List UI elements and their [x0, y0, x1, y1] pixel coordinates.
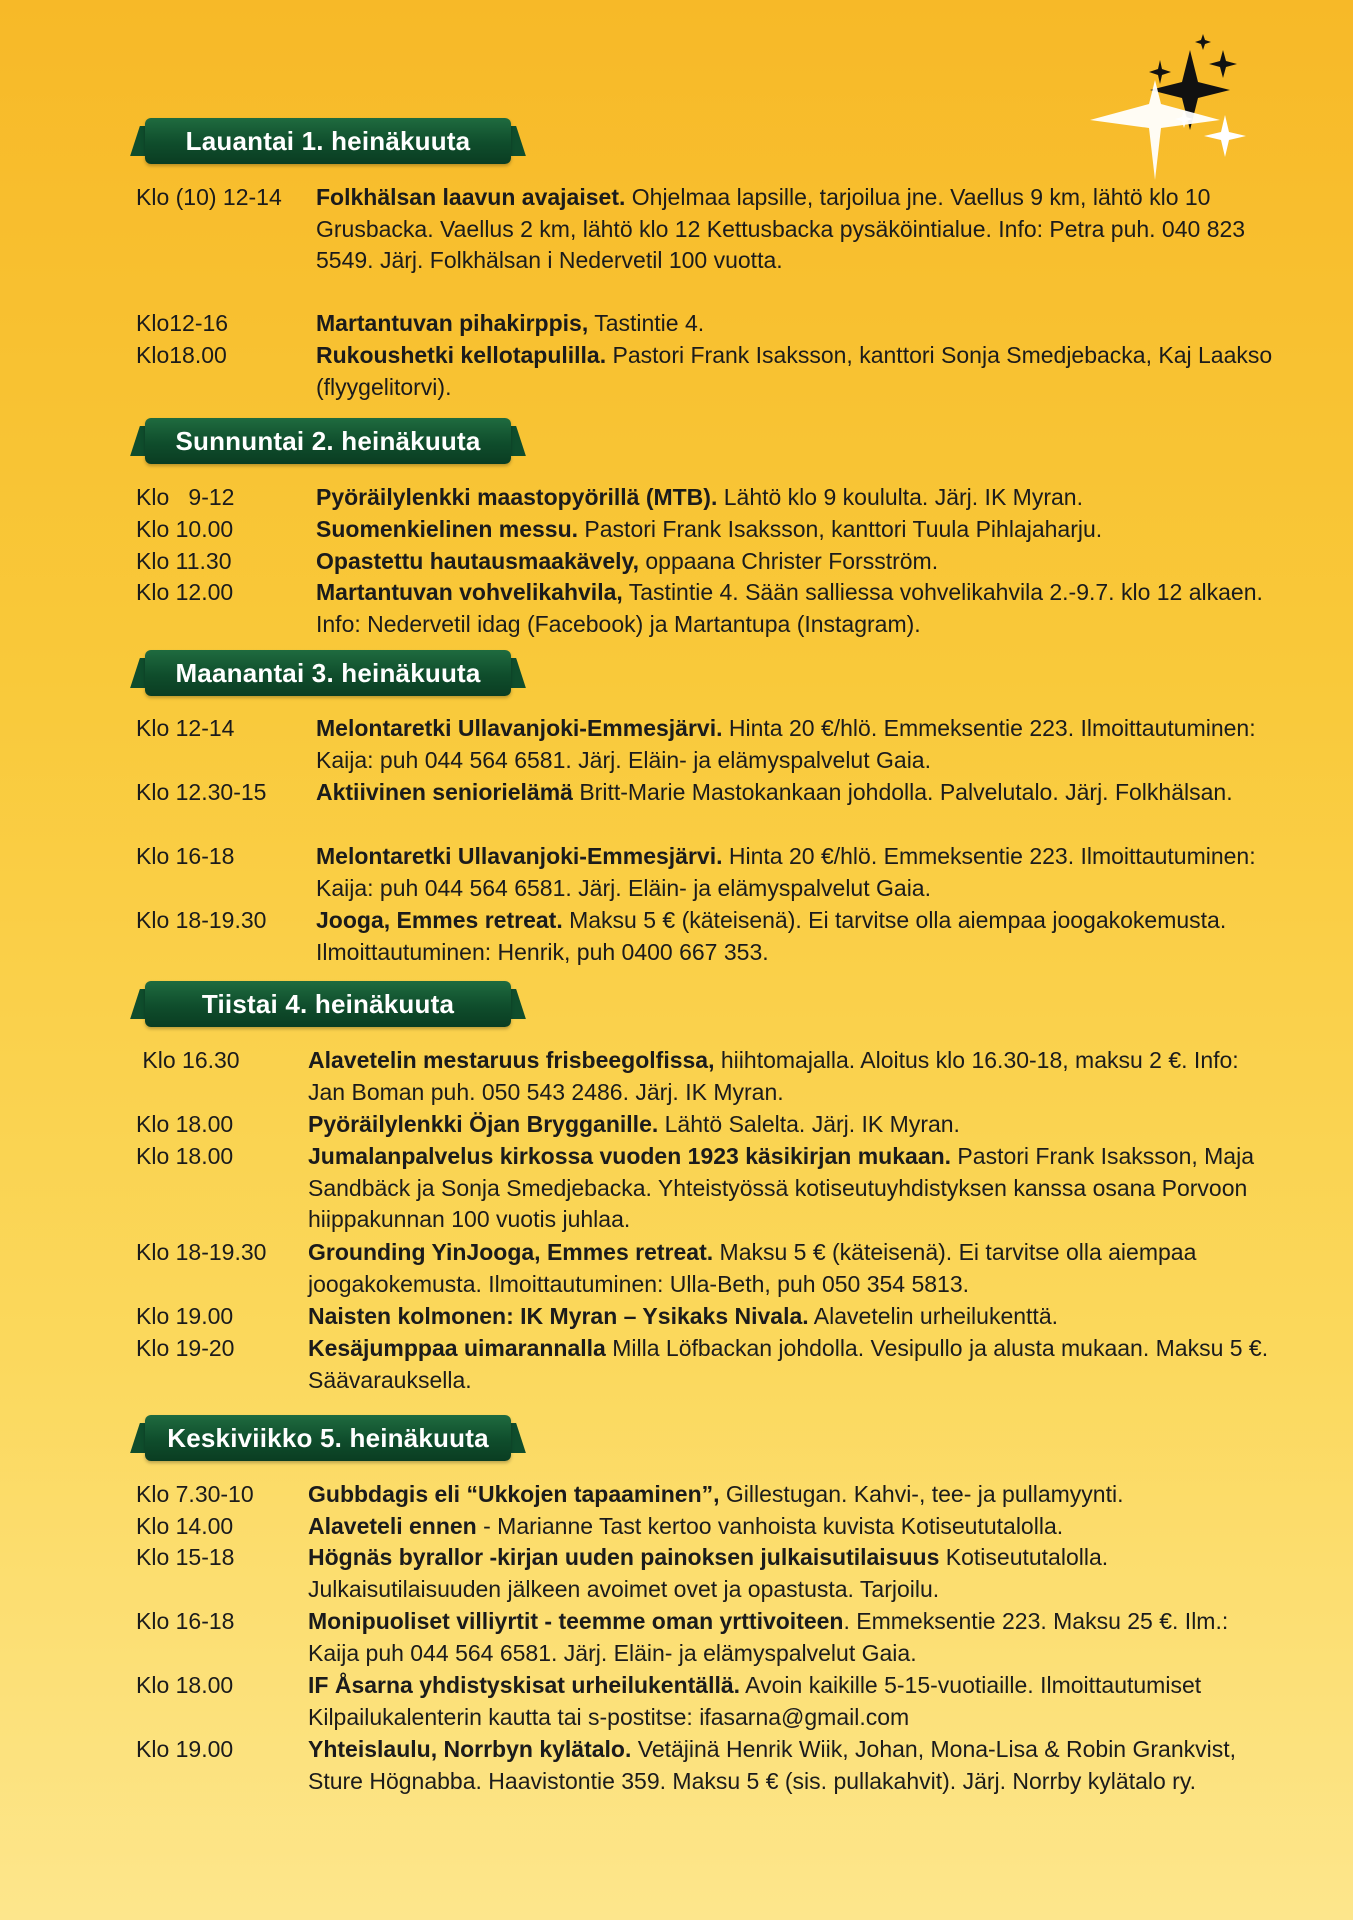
event-details: Pastori Frank Isaksson, kanttori Tuula Pihlajaharju. [578, 516, 1103, 542]
event-details: Kotiseututalolla. Julkaisutilaisuuden jälkeen avoimet ovet ja opastusta. Tarjoilu. [308, 1544, 1109, 1602]
event-description [308, 1141, 1276, 1236]
event-description [308, 1542, 1276, 1605]
event-description [316, 577, 1276, 640]
day-heading [133, 418, 523, 464]
event-details: Tastintie 4. [588, 310, 705, 336]
event-time: Klo 9-12 [136, 484, 235, 510]
event-details: Ohjelmaa lapsille, tarjoilua jne. Vaellus 9 km, lähtö klo 10 Grusbacka. Vaellus 2 km, lähtö klo 12 Kettusbacka pysäköintialue. Info: Petra puh. 040 823 5549. Järj. Folkhälsan i Nedervetil 100 vuotta. [316, 184, 1246, 273]
event-time: Klo 16.30 [136, 1047, 240, 1073]
event-title: Monipuoliset villiyrtit - teemme oman yrttivoiteen [308, 1608, 844, 1634]
event-title: Högnäs byrallor -kirjan uuden painoksen julkaisutilaisuus [308, 1544, 940, 1570]
event-time: Klo 10.00 [136, 516, 234, 542]
event-details: Pastori Frank Isaksson, Maja Sandbäck ja Sonja Smedjebacka. Yhteistyössä kotiseutuyhdistyksen kanssa osana Porvoon hiippakunnan 100 vuotis juhlaa. [308, 1143, 1254, 1232]
event-title: Gubbdagis eli “Ukkojen tapaaminen”, [308, 1481, 720, 1507]
event-description [316, 777, 1276, 809]
event-time: Klo 19.00 [136, 1736, 234, 1762]
event-time: Klo 11.30 [136, 548, 232, 574]
event-title: Suomenkielinen messu. [316, 516, 579, 542]
event-title: Melontaretki Ullavanjoki-Emmesjärvi. [316, 843, 723, 869]
event-description [308, 1333, 1276, 1396]
event-title: Pyöräilylenkki Öjan Brygganille. [308, 1111, 659, 1137]
event-title: Rukoushetki kellotapulilla. [316, 342, 607, 368]
event-title: Jooga, Emmes retreat. [316, 907, 563, 933]
event-details: Maksu 5 € (käteisenä). Ei tarvitse olla aiempaa joogakokemusta. Ilmoittautuminen: Ulla-Beth, puh 050 354 5813. [308, 1239, 1197, 1297]
event-title: Aktiivinen seniorielämä [316, 779, 573, 805]
event-details: Alavetelin urheilukenttä. [808, 1303, 1058, 1329]
event-title: Martantuvan pihakirppis, [316, 310, 589, 336]
event-time: Klo12-16 [136, 310, 229, 336]
event-details: oppaana Christer Forsström. [638, 548, 939, 574]
event-details: Britt-Marie Mastokankaan johdolla. Palvelutalo. Järj. Folkhälsan. [572, 779, 1233, 805]
event-details: Pastori Frank Isaksson, kanttori Sonja Smedjebacka, Kaj Laakso (flyygelitorvi). [316, 342, 1273, 400]
sparkle-star-icon [1209, 50, 1237, 78]
event-description [308, 1237, 1276, 1300]
event-description [308, 1606, 1276, 1669]
event-title: Yhteislaulu, Norrbyn kylätalo. [308, 1736, 632, 1762]
event-description [316, 905, 1276, 968]
event-details: Hinta 20 €/hlö. Emmeksentie 223. Ilmoittautuminen: Kaija: puh 044 564 6581. Järj. Eläin- ja elämyspalvelut Gaia. [316, 843, 1256, 901]
day-heading [133, 981, 523, 1027]
day-heading [133, 650, 523, 696]
event-details: Lähtö klo 9 koululta. Järj. IK Myran. [717, 484, 1083, 510]
event-time: Klo 14.00 [136, 1513, 234, 1539]
event-time: Klo 16-18 [136, 1608, 235, 1634]
event-time: Klo 12.30-15 [136, 779, 267, 805]
event-title: Alaveteli ennen [308, 1513, 477, 1539]
day-heading [133, 118, 523, 164]
event-details: hiihtomajalla. Aloitus klo 16.30-18, maksu 2 €. Info: Jan Boman puh. 050 543 2486. Järj. IK Myran. [308, 1047, 1239, 1105]
event-time: Klo18.00 [136, 342, 227, 368]
event-details: Hinta 20 €/hlö. Emmeksentie 223. Ilmoittautuminen: Kaija: puh 044 564 6581. Järj. Eläin- ja elämyspalvelut Gaia. [316, 715, 1256, 773]
event-title: Naisten kolmonen: IK Myran – Ysikaks Nivala. [308, 1303, 809, 1329]
event-description [316, 514, 1276, 546]
event-details: - Marianne Tast kertoo vanhoista kuvista Kotiseututalolla. [476, 1513, 1064, 1539]
event-description [316, 546, 1276, 578]
event-time: Klo 19-20 [136, 1335, 235, 1361]
day-heading-label: Sunnuntai 2. heinäkuuta [175, 425, 481, 456]
event-title: Jumalanpalvelus kirkossa vuoden 1923 käsikirjan mukaan. [308, 1143, 952, 1169]
event-time: Klo 16-18 [136, 843, 235, 869]
event-description [308, 1479, 1276, 1511]
event-title: Folkhälsan laavun avajaiset. [316, 184, 626, 210]
event-details: . Emmeksentie 223. Maksu 25 €. Ilm.: Kaija puh 044 564 6581. Järj. Eläin- ja elämyspalvelut Gaia. [308, 1608, 1229, 1666]
event-description [308, 1045, 1276, 1108]
event-description [316, 340, 1276, 403]
event-time: Klo 7.30-10 [136, 1481, 254, 1507]
event-description [316, 713, 1276, 776]
event-time: Klo 18.00 [136, 1111, 234, 1137]
event-description [316, 308, 1276, 340]
event-title: Kesäjumppaa uimarannalla [308, 1335, 606, 1361]
event-title: IF Åsarna yhdistyskisat urheilukentällä. [308, 1672, 741, 1698]
event-details: Milla Löfbackan johdolla. Vesipullo ja alusta mukaan. Maksu 5 €. Säävarauksella. [308, 1335, 1269, 1393]
day-heading-label: Maanantai 3. heinäkuuta [175, 657, 481, 688]
event-time: Klo 18.00 [136, 1143, 234, 1169]
event-description [308, 1301, 1276, 1333]
event-title: Alavetelin mestaruus frisbeegolfissa, [308, 1047, 715, 1073]
event-description [316, 182, 1276, 277]
event-description [308, 1109, 1276, 1141]
event-details: Tastintie 4. Sään salliessa vohvelikahvila 2.-9.7. klo 12 alkaen. Info: Nedervetil idag (Facebook) ja Martantupa (Instagram). [316, 579, 1263, 637]
event-details: Vetäjinä Henrik Wiik, Johan, Mona-Lisa & Robin Grankvist, Sture Högnabba. Haavistontie 359. Maksu 5 € (sis. pullakahvit). Järj. Norrby kylätalo ry. [308, 1736, 1237, 1794]
event-details: Gillestugan. Kahvi-, tee- ja pullamyynti. [719, 1481, 1124, 1507]
event-time: Klo 18-19.30 [136, 1239, 267, 1265]
event-title: Melontaretki Ullavanjoki-Emmesjärvi. [316, 715, 723, 741]
event-time: Klo 19.00 [136, 1303, 234, 1329]
event-description [308, 1511, 1276, 1543]
event-description [316, 482, 1276, 514]
day-heading-label: Lauantai 1. heinäkuuta [185, 125, 471, 156]
event-title: Martantuvan vohvelikahvila, [316, 579, 623, 605]
event-title: Grounding YinJooga, Emmes retreat. [308, 1239, 714, 1265]
event-details: Maksu 5 € (käteisenä). Ei tarvitse olla aiempaa joogakokemusta. Ilmoittautuminen: Henrik, puh 0400 667 353. [316, 907, 1227, 965]
event-description [308, 1734, 1276, 1797]
event-details: Lähtö Salelta. Järj. IK Myran. [658, 1111, 960, 1137]
sparkle-star-icon [1149, 60, 1171, 84]
event-time: Klo 18-19.30 [136, 907, 267, 933]
sparkles-decoration [1060, 20, 1300, 180]
day-heading [133, 1415, 523, 1461]
event-time: Klo 12-14 [136, 715, 235, 741]
day-heading-label: Tiistai 4. heinäkuuta [201, 988, 455, 1019]
event-description [308, 1670, 1276, 1733]
event-title: Opastettu hautausmaakävely, [316, 548, 639, 574]
event-time: Klo 15-18 [136, 1544, 235, 1570]
event-details: Avoin kaikille 5-15-vuotiaille. Ilmoittautumiset Kilpailukalenterin kautta tai s-postitse: ifasarna@gmail.com [308, 1672, 1202, 1730]
event-description [316, 841, 1276, 904]
sparkle-star-icon [1195, 34, 1211, 50]
event-time: Klo 18.00 [136, 1672, 234, 1698]
event-title: Pyöräilylenkki maastopyörillä (MTB). [316, 484, 718, 510]
event-time: Klo 12.00 [136, 579, 234, 605]
day-heading-label: Keskiviikko 5. heinäkuuta [167, 1422, 489, 1453]
event-time: Klo (10) 12-14 [136, 184, 282, 210]
